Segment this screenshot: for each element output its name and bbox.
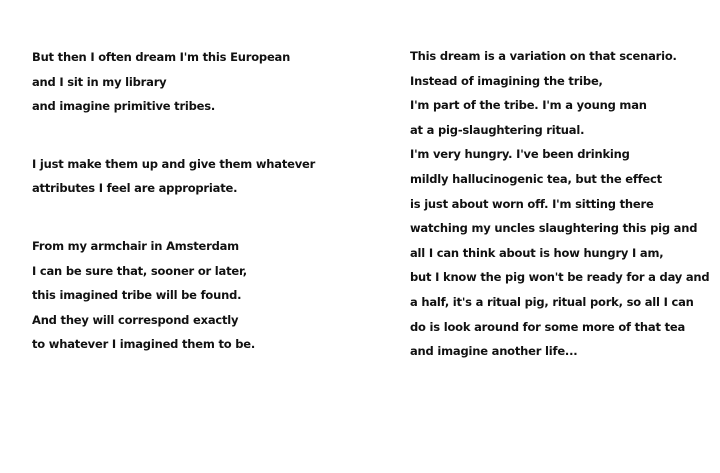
text-line: at a pig-slaughtering ritual.: [410, 122, 585, 137]
text-line: a half, it's a ritual pig, ritual pork, so all I can: [410, 294, 694, 309]
text-line: Instead of imagining the tribe,: [410, 73, 603, 88]
text-line: mildly hallucinogenic tea, but the effect: [410, 171, 662, 186]
text-line: And they will correspond exactly: [32, 312, 239, 327]
text-line: But then I often dream I'm this European: [32, 50, 291, 64]
text-line: watching my uncles slaughtering this pig and: [410, 221, 698, 236]
text-line: all I can think about is how hungry I am,: [410, 245, 664, 260]
right-column: [410, 44, 715, 364]
text-line: this imagined tribe will be found.: [32, 288, 242, 303]
text-line: to whatever I imagined them to be.: [32, 337, 256, 352]
text-line: do is look around for some more of that tea: [410, 319, 686, 334]
text-line: and imagine another life...: [410, 344, 578, 359]
text-line: is just about worn off. I'm sitting there: [410, 196, 654, 211]
text-line: and imagine primitive tribes.: [32, 99, 216, 114]
left-column: [32, 45, 332, 357]
text-line: I can be sure that, sooner or later,: [32, 263, 247, 278]
text-line: From my armchair in Amsterdam: [32, 238, 239, 253]
stanza-gap: [32, 201, 332, 234]
text-line: I'm very hungry. I've been drinking: [410, 147, 630, 162]
stanza-gap: [32, 119, 332, 152]
text-line: I'm part of the tribe. I'm a young man: [410, 98, 647, 113]
text-line: but I know the pig won't be ready for a day and: [410, 270, 710, 285]
text-line: I just make them up and give them whatever: [32, 156, 316, 171]
text-line: and I sit in my library: [32, 74, 167, 89]
text-line: attributes I feel are appropriate.: [32, 181, 238, 196]
text-line: This dream is a variation on that scenario.: [410, 49, 677, 63]
